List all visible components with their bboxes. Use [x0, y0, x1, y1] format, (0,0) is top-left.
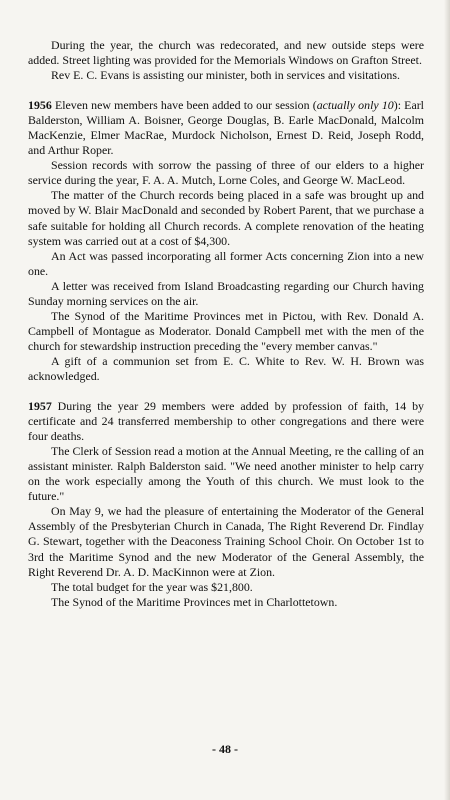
paragraph-assistant-motion: The Clerk of Session read a motion at the Annual Meeting, re the calling of an assistant minister. Ralph Balderston said. "We need another minister to help carry on the work especially among the Youth of this church. We must look to the future.": [28, 444, 424, 504]
paragraph-island-broadcasting: A letter was received from Island Broadcasting regarding our Church having Sunday morning services on the air.: [28, 278, 424, 308]
paragraph-assistant-minister: Rev E. C. Evans is assisting our minister, both in services and visitations.: [51, 68, 400, 83]
paragraph-elders-passing: Session records with sorrow the passing of three of our elders to a higher service during the year, F. A. A. Mutch, Lorne Coles, and George W. MacLeod.: [28, 158, 424, 188]
paragraph-communion-set: A gift of a communion set from E. C. White to Rev. W. H. Brown was acknowledged.: [28, 353, 424, 383]
session-intro-after: ): Earl Balderston, William A. Boisner, George Douglas, B. Earle MacDonald, Malcolm MacKenzie, Elmer MacRae, Murdock Nicholson, Ernest D. Reid, Joseph Rodd, and Arthur Roper.: [28, 98, 424, 158]
paragraph-church-records-safe: The matter of the Church records being placed in a safe was brought up and moved by W. Blair MacDonald and seconded by Robert Parent, that we purchase a safe suitable for holding all Church records. A complete renovation of the heating system was carried out at a cost of $4,300.: [28, 188, 424, 248]
paragraph-synod-pictou: The Synod of the Maritime Provinces met in Pictou, with Rev. Donald A. Campbell of Montague as Moderator. Donald Campbell met with the men of the church for stewardship instruction preceding the "every member canvas.": [28, 308, 424, 353]
session-intro-before: Eleven new members have been added to our session (: [51, 98, 317, 113]
members-intro: During the year 29 members were added by profession of faith, 14 by certificate and 24 transferred membership to other congregations and there were four deaths.: [28, 399, 424, 444]
paragraph-redecoration: During the year, the church was redecorated, and new outside steps were added. Street lighting was provided for the Memorials Windows on Grafton Street.: [28, 38, 424, 68]
paragraph-act-incorporation: An Act was passed incorporating all former Acts concerning Zion into a new one.: [28, 248, 424, 278]
paragraph-synod-charlottetown: The Synod of the Maritime Provinces met in Charlottetown.: [51, 594, 338, 609]
year-heading-1956: 1956: [28, 98, 52, 113]
paragraph-total-budget: The total budget for the year was $21,800.: [51, 579, 253, 594]
paragraph-1957-members: [28, 399, 424, 444]
page-number: - 48 -: [212, 742, 238, 756]
paragraph-1956-session: [28, 98, 424, 158]
year-heading-1957: 1957: [28, 399, 52, 414]
session-intro-italic: actually only 10: [316, 98, 394, 113]
paragraph-moderator-visit: On May 9, we had the pleasure of entertaining the Moderator of the General Assembly of the Presbyterian Church in Canada, The Right Reverend Dr. Findlay G. Stewart, together with the Deaconess Training School Choir. On October 1st to 3rd the Maritime Synod and the new Moderator of the General Assembly, the Right Reverend Dr. A. D. MacKinnon were at Zion.: [28, 504, 424, 579]
body-text: [28, 38, 424, 610]
page-edge-shadow: [444, 0, 450, 800]
